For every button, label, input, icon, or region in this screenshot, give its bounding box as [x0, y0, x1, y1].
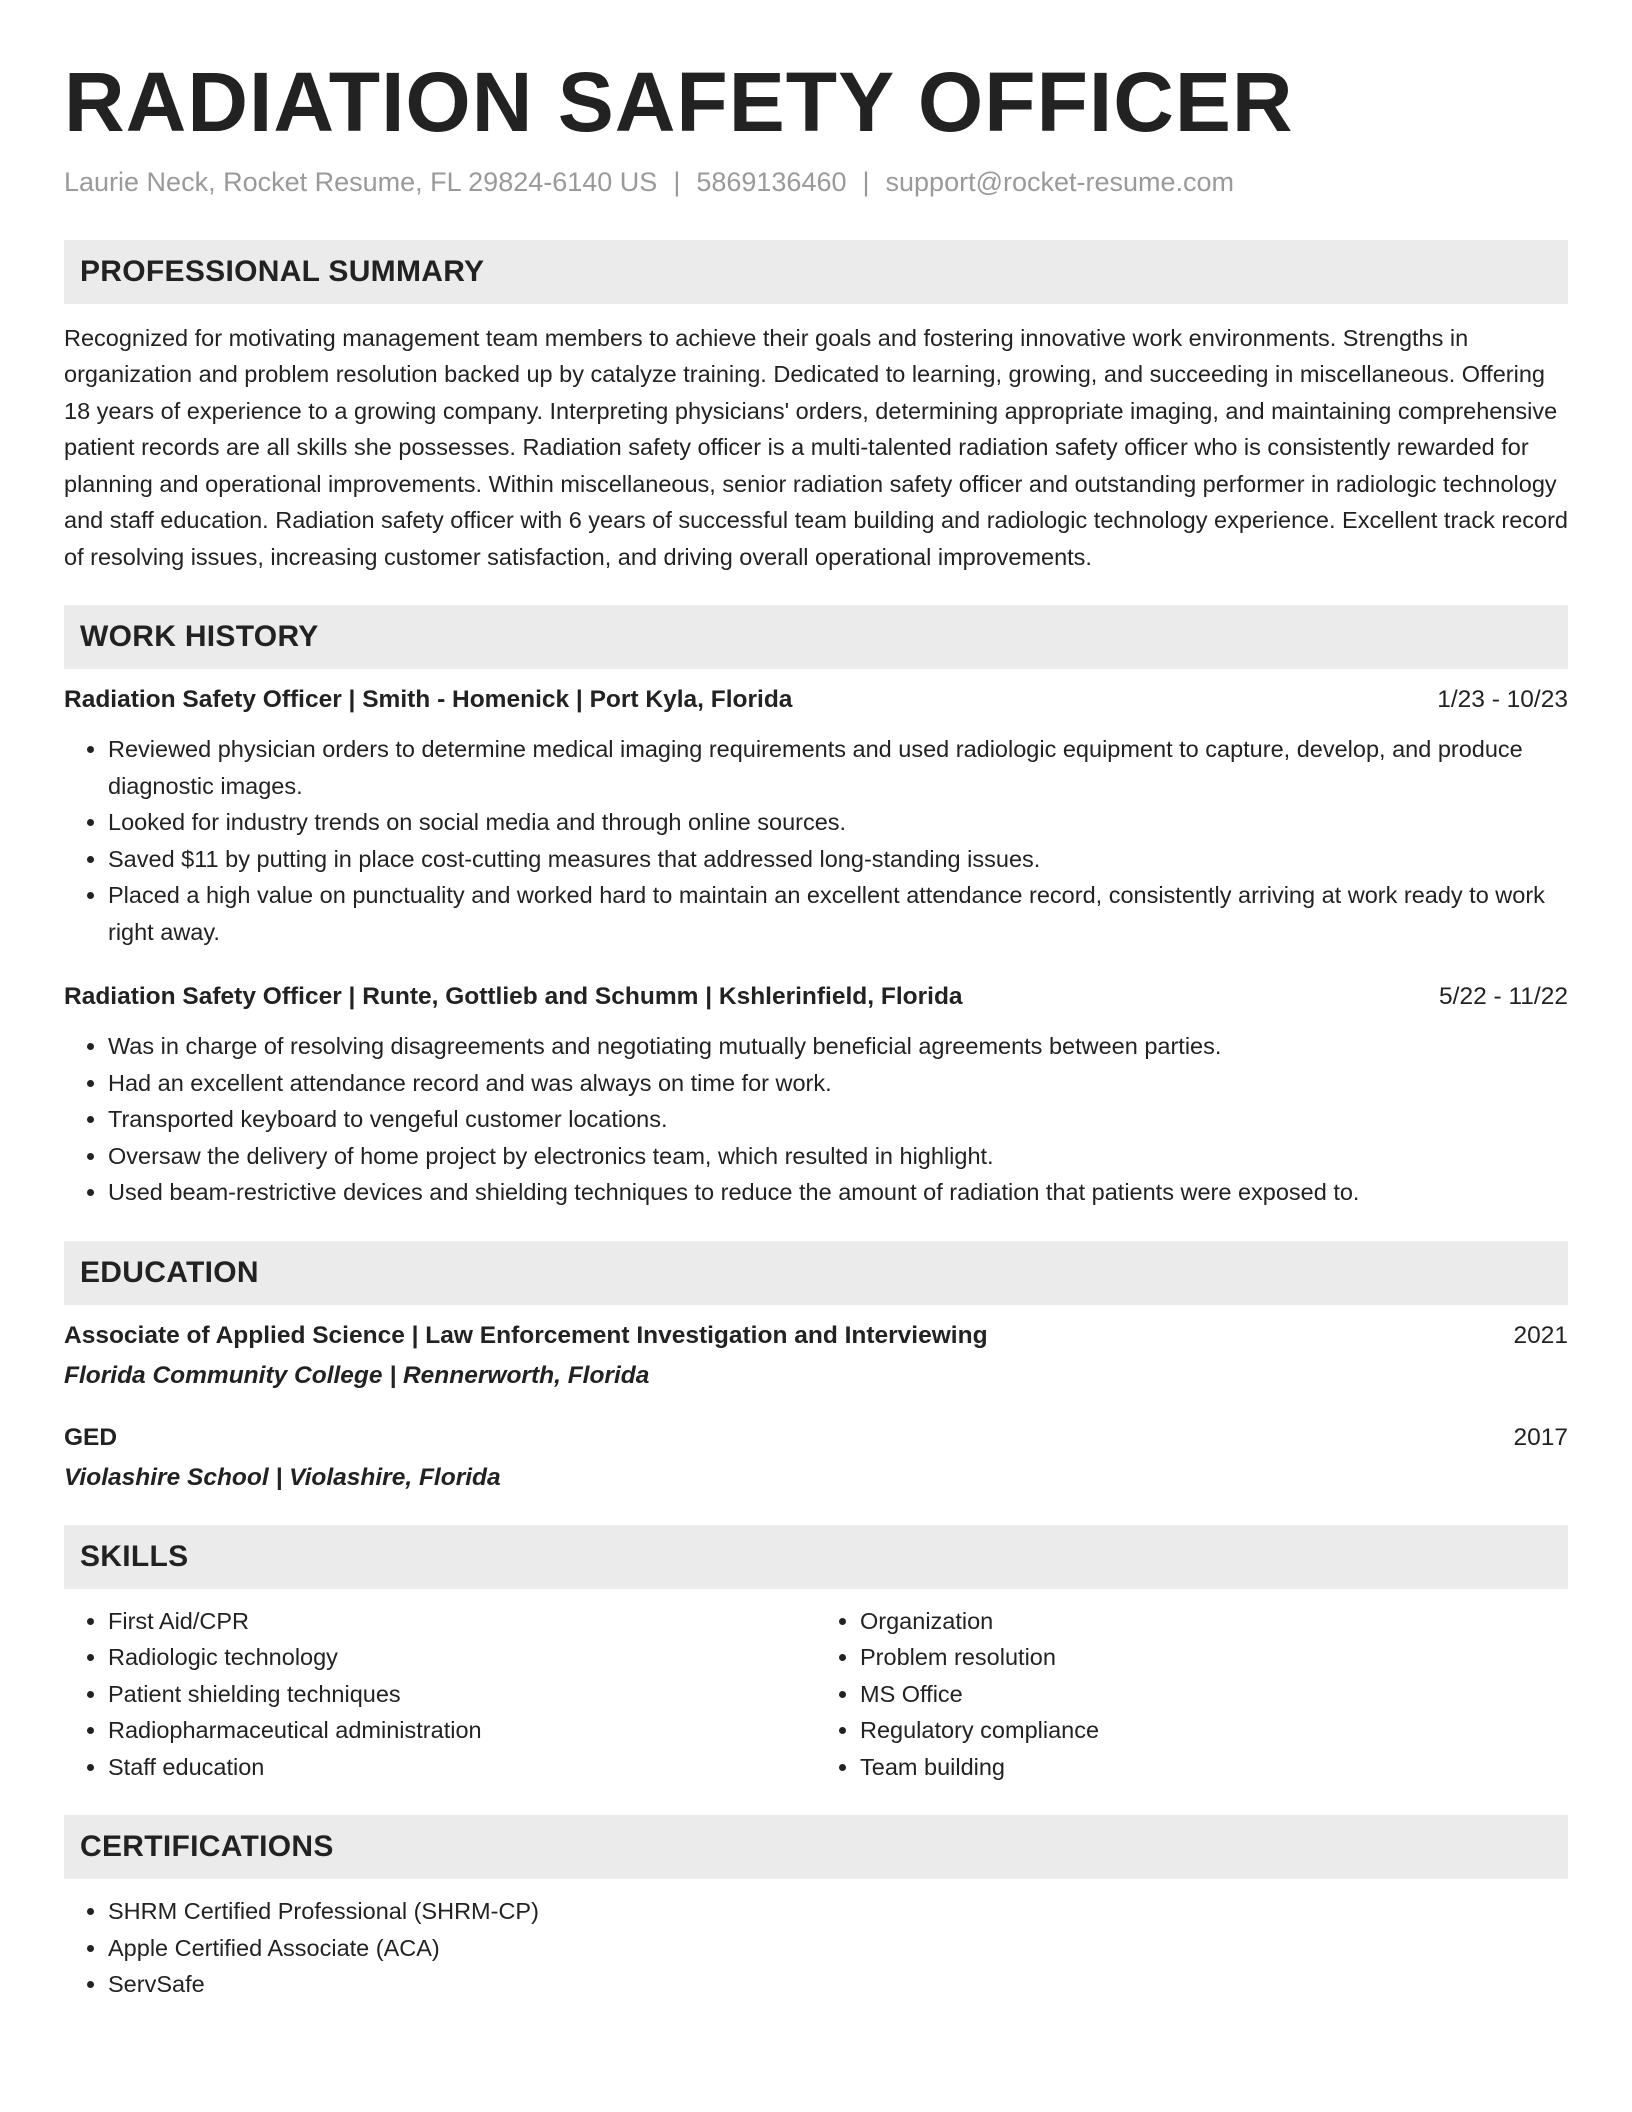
- list-item: • Saved $11 by putting in place cost-cutting measures that addressed long-standing issues.: [108, 841, 1568, 878]
- certification-item: • ServSafe: [108, 1966, 1568, 2003]
- list-item: • Used beam-restrictive devices and shielding techniques to reduce the amount of radiation that patients were exposed to.: [108, 1174, 1568, 1211]
- list-item: • Looked for industry trends on social media and through online sources.: [108, 804, 1568, 841]
- summary-text: Recognized for motivating management team members to achieve their goals and fostering innovative work environments. Strengths in organization and problem resolution backed up by catalyze training. Dedicated to learning, growing, and succeeding in miscellaneous. Offering 18 years of experience to a growing company. Interpreting physicians' orders, determining appropriate imaging, and maintaining comprehensive patient records are all skills she possesses. Radiation safety officer is a multi-talented radiation safety officer who is consistently rewarded for planning and operational improvements. Within miscellaneous, senior radiation safety officer and outstanding performer in radiologic technology and staff education. Radiation safety officer with 6 years of successful team building and radiologic technology experience. Excellent track record of resolving issues, increasing customer satisfaction, and driving overall operational improvements.: [64, 324, 1568, 570]
- skill-item: • Radiologic technology: [108, 1639, 816, 1676]
- list-item: • Transported keyboard to vengeful customer locations.: [108, 1101, 1568, 1138]
- skill-item: • First Aid/CPR: [108, 1603, 816, 1640]
- list-item: • Was in charge of resolving disagreements and negotiating mutually beneficial agreements between parties.: [108, 1028, 1568, 1065]
- contact-email: support@rocket-resume.com: [885, 166, 1235, 197]
- list-item: • Placed a high value on punctuality and worked hard to maintain an excellent attendance record, consistently arriving at work ready to work right away.: [108, 877, 1568, 950]
- job-title: Radiation Safety Officer | Smith - Homenick | Port Kyla, Florida: [64, 686, 793, 714]
- contact-separator: |: [673, 166, 681, 197]
- skill-item: • Patient shielding techniques: [108, 1676, 816, 1713]
- job-bullets: [64, 1028, 1568, 1211]
- education-school: Florida Community College | Rennerworth, Florida: [64, 1361, 650, 1389]
- skill-item: • Radiopharmaceutical administration: [108, 1712, 816, 1749]
- education-school: Violashire School | Violashire, Florida: [64, 1463, 501, 1491]
- education-header: [64, 1421, 1568, 1455]
- job-header: [64, 683, 1568, 717]
- skill-item: • Team building: [860, 1749, 1568, 1786]
- job-dates: 5/22 - 11/22: [1439, 983, 1568, 1011]
- education-header: [64, 1319, 1568, 1353]
- section-header-skills: SKILLS: [64, 1525, 1568, 1589]
- education-year: 2017: [1513, 1423, 1568, 1451]
- job-title: Radiation Safety Officer | Runte, Gottlieb and Schumm | Kshlerinfield, Florida: [64, 983, 963, 1011]
- skill-item: • Problem resolution: [860, 1639, 1568, 1676]
- skill-item: • Regulatory compliance: [860, 1712, 1568, 1749]
- section-header-certifications: CERTIFICATIONS: [64, 1815, 1568, 1879]
- certification-item: • Apple Certified Associate (ACA): [108, 1930, 1568, 1967]
- resume-title: RADIATION SAFETY OFFICER: [64, 55, 1294, 149]
- education-entry: [64, 1319, 1568, 1393]
- education-entry: [64, 1421, 1568, 1495]
- job-entry: [64, 683, 1568, 950]
- skills-list: [64, 1603, 1568, 1786]
- list-item: • Reviewed physician orders to determine medical imaging requirements and used radiologic equipment to capture, develop, and produce diagnostic images.: [108, 731, 1568, 804]
- skill-item: • Organization: [860, 1603, 1568, 1640]
- job-header: [64, 980, 1568, 1014]
- job-bullets: [64, 731, 1568, 950]
- skill-item: • MS Office: [860, 1676, 1568, 1713]
- education-year: 2021: [1513, 1321, 1568, 1349]
- contact-phone: 5869136460: [696, 166, 847, 197]
- list-item: • Had an excellent attendance record and was always on time for work.: [108, 1065, 1568, 1102]
- skills-column-left: [64, 1603, 816, 1786]
- education-degree: GED: [64, 1423, 118, 1451]
- contact-separator: |: [862, 166, 870, 197]
- job-dates: 1/23 - 10/23: [1437, 686, 1568, 714]
- list-item: • Oversaw the delivery of home project by electronics team, which resulted in highlight.: [108, 1138, 1568, 1175]
- contact-address: Laurie Neck, Rocket Resume, FL 29824-6140 US: [64, 166, 658, 197]
- job-entry: [64, 980, 1568, 1211]
- certifications-list: [64, 1893, 1568, 2003]
- contact-line: [64, 165, 1568, 200]
- section-header-education: EDUCATION: [64, 1241, 1568, 1305]
- section-header-work-history: WORK HISTORY: [64, 605, 1568, 669]
- education-degree: Associate of Applied Science | Law Enforcement Investigation and Interviewing: [64, 1321, 988, 1349]
- skill-item: • Staff education: [108, 1749, 816, 1786]
- skills-column-right: [816, 1603, 1568, 1786]
- certification-item: • SHRM Certified Professional (SHRM-CP): [108, 1893, 1568, 1930]
- section-header-summary: PROFESSIONAL SUMMARY: [64, 240, 1568, 304]
